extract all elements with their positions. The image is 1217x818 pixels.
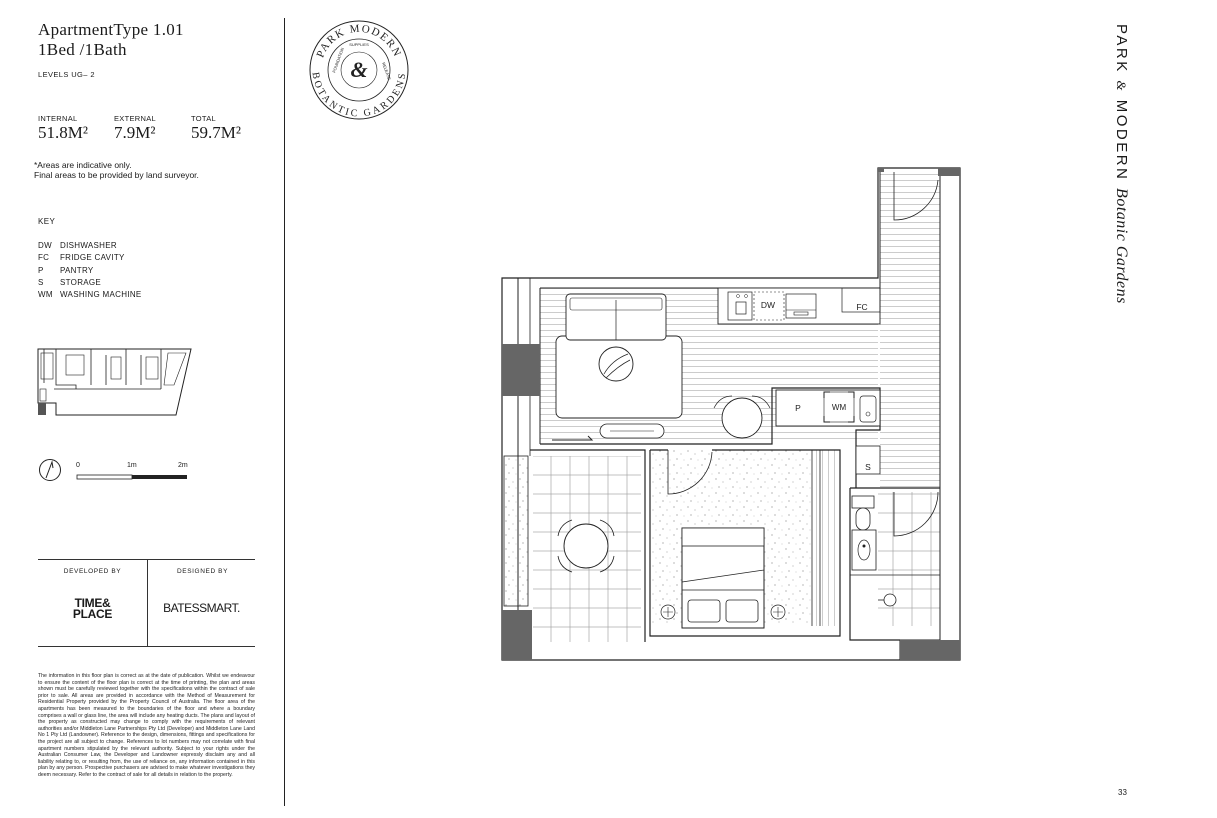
brand-script: Botanic Gardens <box>1113 188 1130 304</box>
plan-label-p: P <box>795 403 801 413</box>
key-code: P <box>38 265 44 275</box>
apartment-title <box>38 20 184 60</box>
area-value: 51.8M² <box>38 123 88 142</box>
floor-plan <box>500 166 962 662</box>
scale-label: 0 <box>76 462 80 469</box>
developer-logo-line1: TIME& <box>74 596 111 610</box>
designed-by-label: DESIGNED BY <box>176 568 229 575</box>
key-code: S <box>38 277 44 287</box>
key-label: DISHWASHER <box>60 241 117 250</box>
developed-by-label: DEVELOPED BY <box>63 568 122 575</box>
brand-ampersand: & <box>1114 80 1129 94</box>
key-item <box>38 252 142 264</box>
seal-inner-left: FOUNDATION <box>331 47 345 74</box>
areas-note: *Areas are indicative only. Final areas to be provided by land surveyor. <box>34 160 199 180</box>
seal-inner-top: SUPPLIES <box>349 42 369 47</box>
plan-label-s: S <box>865 462 871 472</box>
area-internal <box>38 114 88 143</box>
developer-logo <box>38 598 147 620</box>
north-arrow-icon <box>38 458 62 482</box>
seal-top-text-path: PARK MODERN <box>314 22 404 60</box>
area-label: TOTAL <box>191 114 216 123</box>
brand-name-2: MODERN <box>1113 99 1130 182</box>
brand-name: PARK <box>1113 24 1130 74</box>
plan-label-wm: WM <box>831 403 847 412</box>
seal-inner-right: RELEASE <box>381 61 393 81</box>
key-list <box>38 240 142 301</box>
levels-label: LEVELS UG– 2 <box>38 70 95 79</box>
plan-label-dw: DW <box>760 300 776 310</box>
key-label: STORAGE <box>60 277 102 287</box>
park-modern-seal <box>308 19 410 121</box>
disclaimer: The information in this floor plan is correct as at the date of publication. Whilst we endeavour to ensure the content of the floor plan is correct at the time of printing, the plan and areas shown must be carefully reviewed together with the specifications within the contract of sale prior to sale. All areas are provided in accordance with the Method of Measurement for Residential Property provided by the Property Council of Australia. The floor area of the apartments has been measured to the boundaries of the floor and where a boundary comprises a wall or glass line, the area will include any heating ducts. The plans and layout of the property as constructed may change to comply with the requirements of relevant authorities and/or Middleton Lane Partnerships Pty Ltd (Developer) and Middleton Lane Land No 1 Pty Ltd (Landowner). Reference to the design, dimensions, fittings and specifications for the project are all subject to change. References to lot numbers may not correlate with final apartment numbers stipulated by the relevant authority. Subject to your rights under the Australian Consumer Law, the Developer and Landowner expressly disclaim any and all liability relating to, or resulting from, the use of reliance on, any information contained in this plan by any person. Prospective purchasers are advised to make whatever investigations they deem necessary. Refer to the contract of sale for all details in relation to the property. <box>38 673 255 778</box>
area-value: 59.7M² <box>191 123 241 142</box>
credits-box <box>38 559 255 647</box>
brand-vertical <box>1112 24 1130 304</box>
page-number: 33 <box>1118 788 1127 797</box>
key-label: PANTRY <box>60 265 94 275</box>
designer-logo: BATESSMART. <box>163 601 240 615</box>
seal-bottom-text-path: BOTANTIC GARDENS <box>309 71 409 120</box>
scale-label: 1m <box>127 462 137 469</box>
key-item <box>38 265 142 277</box>
plan-label-fc: FC <box>856 302 868 312</box>
key-code: DW <box>38 241 52 250</box>
area-label: INTERNAL <box>38 114 78 123</box>
column-divider <box>284 18 285 806</box>
key-label: FRIDGE CAVITY <box>60 253 125 263</box>
apartment-type: ApartmentType 1.01 <box>38 20 184 39</box>
scale-bar <box>76 472 188 482</box>
area-value: 7.9M² <box>114 123 156 142</box>
key-item <box>38 289 142 301</box>
key-title: KEY <box>38 217 56 226</box>
key-item <box>38 240 142 252</box>
scale-label: 2m <box>178 462 188 469</box>
area-label: EXTERNAL <box>114 114 156 123</box>
developer-logo-line2: PLACE <box>72 607 113 621</box>
seal-ampersand: & <box>350 57 368 82</box>
area-total <box>191 114 241 143</box>
key-code: WM <box>38 290 53 300</box>
key-item <box>38 277 142 289</box>
key-plan-thumbnail <box>36 345 196 420</box>
area-external <box>114 114 156 143</box>
bed-bath: 1Bed /1Bath <box>38 40 127 59</box>
key-code: FC <box>38 253 50 263</box>
key-label: WASHING MACHINE <box>60 290 142 300</box>
